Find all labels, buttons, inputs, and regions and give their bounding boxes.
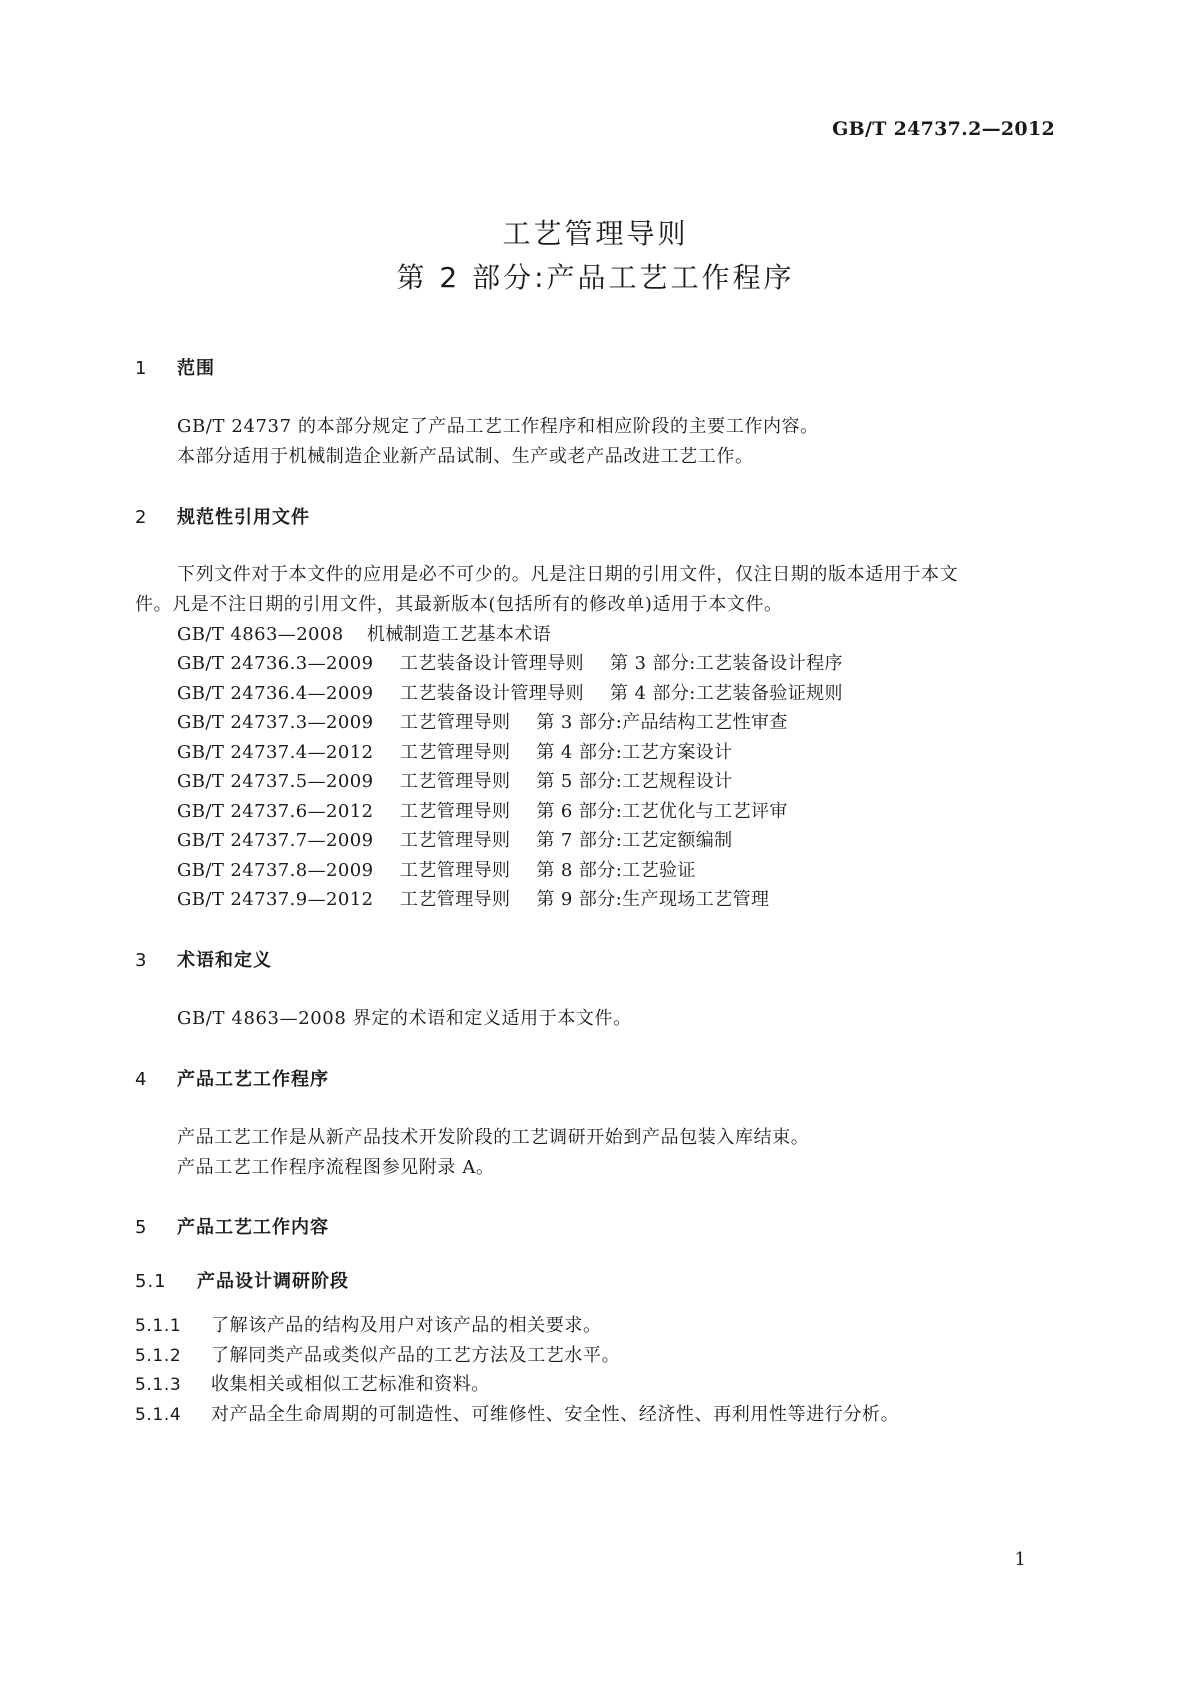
reference-name: 工艺装备设计管理导则 (400, 683, 584, 704)
clause-number: 5.1.4 (135, 1405, 182, 1425)
reference-code: GB/T 24737.3—2009 (177, 712, 374, 733)
section-title: 产品工艺工作程序 (177, 1069, 329, 1090)
subsection-number: 5.1 (135, 1271, 167, 1292)
reference-item (177, 738, 733, 764)
paragraph: GB/T 24737 的本部分规定了产品工艺工作程序和相应阶段的主要工作内容。 (177, 416, 819, 437)
paragraph: 下列文件对于本文件的应用是必不可少的。凡是注日期的引用文件，仅注日期的版本适用于本文 (177, 564, 959, 585)
reference-part: 第 4 部分:工艺方案设计 (536, 742, 733, 763)
reference-name: 工艺管理导则 (400, 889, 511, 910)
reference-part: 第 7 部分:工艺定额编制 (536, 830, 733, 851)
section-1-heading (135, 354, 215, 380)
reference-item (177, 767, 733, 793)
clause-text: 收集相关或相似工艺标准和资料。 (211, 1374, 490, 1395)
paragraph: 产品工艺工作程序流程图参见附录 A。 (177, 1157, 495, 1178)
clause-item (135, 1400, 899, 1426)
reference-code: GB/T 24737.4—2012 (177, 742, 374, 763)
document-title: 工艺管理导则 (502, 217, 689, 250)
reference-name: 工艺管理导则 (400, 860, 511, 881)
reference-code: GB/T 4863—2008 (177, 624, 344, 645)
paragraph: 产品工艺工作是从新产品技术开发阶段的工艺调研开始到产品包装入库结束。 (177, 1127, 810, 1148)
reference-item (177, 620, 551, 646)
reference-name: 机械制造工艺基本术语 (367, 624, 551, 645)
clause-text: 对产品全生命周期的可制造性、可维修性、安全性、经济性、再利用性等进行分析。 (211, 1404, 900, 1425)
section-title: 产品工艺工作内容 (177, 1217, 329, 1238)
reference-item (177, 679, 843, 705)
reference-name: 工艺管理导则 (400, 801, 511, 822)
reference-part: 第 6 部分:工艺优化与工艺评审 (536, 801, 788, 822)
reference-code: GB/T 24737.6—2012 (177, 801, 374, 822)
section-number: 3 (135, 950, 148, 971)
subsection-5-1-heading (135, 1267, 349, 1293)
clause-number: 5.1.2 (135, 1346, 182, 1366)
reference-name: 工艺管理导则 (400, 830, 511, 851)
reference-part: 第 5 部分:工艺规程设计 (536, 771, 733, 792)
clause-number: 5.1.1 (135, 1316, 182, 1336)
reference-code: GB/T 24736.3—2009 (177, 653, 374, 674)
clause-text: 了解该产品的结构及用户对该产品的相关要求。 (211, 1315, 602, 1336)
reference-part: 第 9 部分:生产现场工艺管理 (536, 889, 770, 910)
clause-number: 5.1.3 (135, 1375, 182, 1395)
section-number: 1 (135, 358, 148, 379)
paragraph: 本部分适用于机械制造企业新产品试制、生产或老产品改进工艺工作。 (177, 446, 754, 467)
reference-name: 工艺管理导则 (400, 771, 511, 792)
reference-part: 第 3 部分:产品结构工艺性审查 (536, 712, 788, 733)
section-2-heading (135, 503, 310, 529)
reference-item (177, 885, 769, 911)
reference-name: 工艺管理导则 (400, 742, 511, 763)
reference-part: 第 3 部分:工艺装备设计程序 (610, 653, 843, 674)
reference-item (177, 649, 843, 675)
subsection-title: 产品设计调研阶段 (197, 1271, 349, 1292)
reference-code: GB/T 24737.8—2009 (177, 860, 374, 881)
section-3-heading (135, 946, 272, 972)
clause-item (135, 1311, 602, 1337)
paragraph: GB/T 4863—2008 界定的术语和定义适用于本文件。 (177, 1008, 632, 1029)
section-number: 4 (135, 1069, 148, 1090)
reference-part: 第 8 部分:工艺验证 (536, 860, 696, 881)
standard-code: GB/T 24737.2—2012 (832, 118, 1055, 140)
clause-item (135, 1370, 490, 1396)
reference-item (177, 708, 788, 734)
section-title: 术语和定义 (177, 950, 272, 971)
reference-code: GB/T 24736.4—2009 (177, 683, 374, 704)
document-subtitle: 第 2 部分:产品工艺工作程序 (396, 261, 795, 294)
reference-item (177, 797, 788, 823)
paragraph: 件。凡是不注日期的引用文件，其最新版本(包括所有的修改单)适用于本文件。 (135, 594, 783, 615)
clause-item (135, 1341, 620, 1367)
reference-item (177, 856, 696, 882)
reference-code: GB/T 24737.5—2009 (177, 771, 374, 792)
reference-item (177, 826, 733, 852)
clause-text: 了解同类产品或类似产品的工艺方法及工艺水平。 (211, 1345, 621, 1366)
reference-code: GB/T 24737.9—2012 (177, 889, 374, 910)
section-number: 2 (135, 507, 148, 528)
section-5-heading (135, 1213, 329, 1239)
section-title: 规范性引用文件 (177, 507, 310, 528)
reference-name: 工艺装备设计管理导则 (400, 653, 584, 674)
section-number: 5 (135, 1217, 148, 1238)
section-title: 范围 (177, 358, 215, 379)
page-number: 1 (1014, 1549, 1026, 1570)
reference-part: 第 4 部分:工艺装备验证规则 (610, 683, 843, 704)
reference-code: GB/T 24737.7—2009 (177, 830, 374, 851)
section-4-heading (135, 1065, 329, 1091)
reference-name: 工艺管理导则 (400, 712, 511, 733)
